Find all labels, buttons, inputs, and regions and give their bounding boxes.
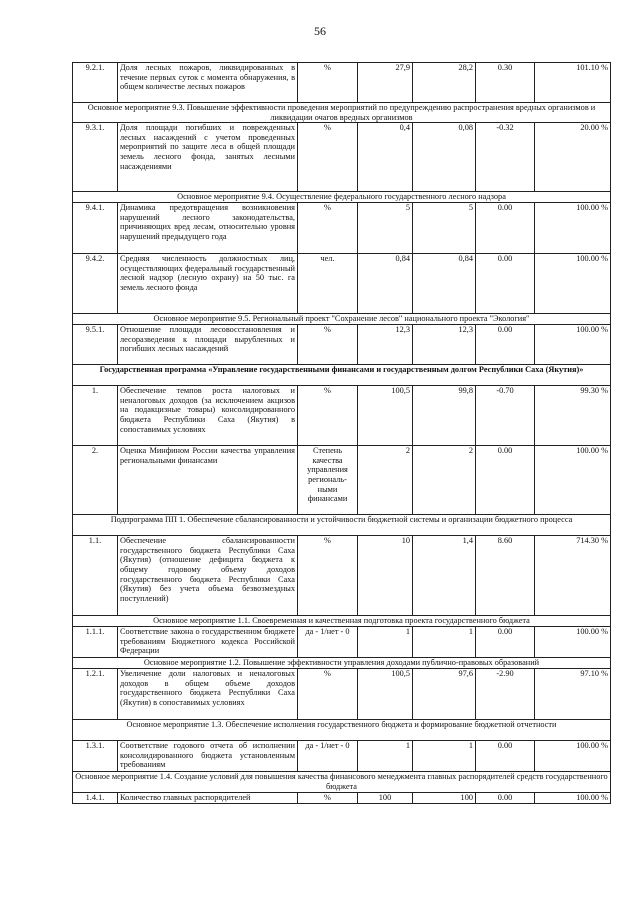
fact-value: 1 (413, 627, 476, 658)
section-title: Основное мероприятие 9.5. Региональный проект "Сохранение лесов" национального проекта "Экология" (73, 314, 611, 325)
unit-of-measure: % (298, 63, 358, 103)
fact-value: 5 (413, 203, 476, 254)
deviation-value: 0.00 (476, 793, 535, 804)
indicator-name: Отношение площади лесовосстановления и лесоразведения к площади вырубленных и погибших лесных насаждений (118, 325, 298, 365)
deviation-value: 0.00 (476, 325, 535, 365)
fact-value: 0,08 (413, 123, 476, 192)
program-title: Государственная программа «Управление государственными финансами и государственным долгом Республики Саха (Якутия)» (73, 365, 611, 386)
table-row (73, 446, 611, 515)
table-row (73, 386, 611, 446)
section-title: Основное мероприятие 1.1. Своевременная и качественная подготовка проекта государственного бюджета (73, 616, 611, 627)
indicator-name: Динамика предотвращения возникновения нарушений лесного законодательства, причиняющих вред лесам, относительно уровня нарушений предыдущего года (118, 203, 298, 254)
achievement-percent: 100.00 % (535, 446, 611, 515)
section-title: Основное мероприятие 1.4. Создание условий для повышения качества финансового менеджмента главных распорядителей средств государственного бюджета (73, 772, 611, 793)
indicator-name: Обеспечение темпов роста налоговых и неналоговых доходов (за исключением акцизов на подакцизные товары) консолидированного бюджета Республики Саха (Якутия) в сопоставимых условиях (118, 386, 298, 446)
unit-of-measure: % (298, 325, 358, 365)
indicator-name: Соответствие годового отчета об исполнении консолидированного бюджета установленным требованиям (118, 741, 298, 772)
plan-value: 12,3 (358, 325, 413, 365)
table-row (73, 669, 611, 720)
plan-value: 100 (358, 793, 413, 804)
plan-value: 5 (358, 203, 413, 254)
plan-value: 1 (358, 627, 413, 658)
section-header-row (73, 772, 611, 793)
table-row (73, 741, 611, 772)
deviation-value: 0.00 (476, 203, 535, 254)
plan-value: 1 (358, 741, 413, 772)
deviation-value: 0.00 (476, 741, 535, 772)
fact-value: 1,4 (413, 536, 476, 616)
fact-value: 12,3 (413, 325, 476, 365)
unit-of-measure: Степень качества управления региональ- ными финансами (298, 446, 358, 515)
indicator-name: Доля лесных пожаров, ликвидированных в течение первых суток с момента обнаружения, в общем количестве лесных пожаров (118, 63, 298, 103)
program-header-row (73, 365, 611, 386)
table-row (73, 63, 611, 103)
section-header-row (73, 658, 611, 669)
achievement-percent: 100.00 % (535, 627, 611, 658)
deviation-value: -0.32 (476, 123, 535, 192)
fact-value: 100 (413, 793, 476, 804)
section-header-row (73, 192, 611, 203)
achievement-percent: 100.00 % (535, 793, 611, 804)
page-number: 56 (314, 24, 326, 38)
table-row (73, 627, 611, 658)
unit-of-measure: % (298, 123, 358, 192)
unit-of-measure: % (298, 386, 358, 446)
achievement-percent: 100.00 % (535, 254, 611, 314)
indicators-table (72, 62, 611, 804)
indicator-name: Обеспечение сбалансированности государственного бюджета Республики Саха (Якутия) (отношение дефицита бюджета к общему годовому объему доходов государственного бюджета Республики Саха (Якутия) без учета объема безвозмездных поступлений) (118, 536, 298, 616)
plan-value: 0,4 (358, 123, 413, 192)
section-title: Подпрограмма ПП 1. Обеспечение сбалансированности и устойчивости бюджетной системы и организации бюджетного процесса (73, 515, 611, 536)
deviation-value: -2.90 (476, 669, 535, 720)
achievement-percent: 20.00 % (535, 123, 611, 192)
table-row (73, 325, 611, 365)
deviation-value: 8.60 (476, 536, 535, 616)
table-row (73, 123, 611, 192)
unit-of-measure: чел. (298, 254, 358, 314)
fact-value: 99,8 (413, 386, 476, 446)
unit-of-measure: % (298, 536, 358, 616)
fact-value: 97,6 (413, 669, 476, 720)
achievement-percent: 100.00 % (535, 741, 611, 772)
row-code: 9.4.1. (73, 203, 118, 254)
deviation-value: 0.00 (476, 254, 535, 314)
achievement-percent: 99.30 % (535, 386, 611, 446)
section-header-row (73, 515, 611, 536)
deviation-value: 0.00 (476, 446, 535, 515)
achievement-percent: 714.30 % (535, 536, 611, 616)
row-code: 1.4.1. (73, 793, 118, 804)
indicator-name: Оценка Минфином России качества управления региональными финансами (118, 446, 298, 515)
row-code: 1.1. (73, 536, 118, 616)
deviation-value: 0.00 (476, 627, 535, 658)
row-code: 1.3.1. (73, 741, 118, 772)
section-title: Основное мероприятие 1.2. Повышение эффективности управления доходами публично-правовых образований (73, 658, 611, 669)
section-title: Основное мероприятие 1.3. Обеспечение исполнения государственного бюджета и формирование бюджетной отчетности (73, 720, 611, 741)
achievement-percent: 100.00 % (535, 203, 611, 254)
fact-value: 0,84 (413, 254, 476, 314)
table-row (73, 203, 611, 254)
table-row (73, 254, 611, 314)
fact-value: 28,2 (413, 63, 476, 103)
deviation-value: -0.70 (476, 386, 535, 446)
row-code: 1.2.1. (73, 669, 118, 720)
fact-value: 2 (413, 446, 476, 515)
indicator-name: Средняя численность должностных лиц, осуществляющих федеральный государственный лесной надзор (лесную охрану) на 50 тыс. га земель лесного фонда (118, 254, 298, 314)
achievement-percent: 101.10 % (535, 63, 611, 103)
section-header-row (73, 720, 611, 741)
plan-value: 10 (358, 536, 413, 616)
unit-of-measure: % (298, 793, 358, 804)
table-row (73, 536, 611, 616)
unit-of-measure: % (298, 203, 358, 254)
indicator-name: Доля площади погибших и поврежденных лесных насаждений с учетом проведенных мероприятий по защите леса в общей площади земель лесного фонда, занятых лесными насаждениями (118, 123, 298, 192)
achievement-percent: 97.10 % (535, 669, 611, 720)
section-header-row (73, 314, 611, 325)
section-title: Основное мероприятие 9.3. Повышение эффективности проведения мероприятий по предупреждению распространения вредных организмов и ликвидации очагов вредных организмов (73, 103, 611, 123)
fact-value: 1 (413, 741, 476, 772)
row-code: 9.2.1. (73, 63, 118, 103)
unit-of-measure: да - 1/нет - 0 (298, 627, 358, 658)
table-row (73, 793, 611, 804)
achievement-percent: 100.00 % (535, 325, 611, 365)
row-code: 1.1.1. (73, 627, 118, 658)
indicator-name: Количество главных распорядителей (118, 793, 298, 804)
indicator-name: Увеличение доли налоговых и неналоговых доходов в общем объеме доходов государственного бюджета Республики Саха (Якутия) в сопоставимых условиях (118, 669, 298, 720)
plan-value: 0,84 (358, 254, 413, 314)
section-header-row (73, 616, 611, 627)
row-code: 9.3.1. (73, 123, 118, 192)
deviation-value: 0.30 (476, 63, 535, 103)
plan-value: 100,5 (358, 386, 413, 446)
section-header-row (73, 103, 611, 123)
row-code: 2. (73, 446, 118, 515)
row-code: 1. (73, 386, 118, 446)
row-code: 9.4.2. (73, 254, 118, 314)
unit-of-measure: % (298, 669, 358, 720)
indicator-name: Соответствие закона о государственном бюджете требованиям Бюджетного кодекса Российской Федерации (118, 627, 298, 658)
unit-of-measure: да - 1/нет - 0 (298, 741, 358, 772)
plan-value: 27,9 (358, 63, 413, 103)
plan-value: 2 (358, 446, 413, 515)
row-code: 9.5.1. (73, 325, 118, 365)
plan-value: 100,5 (358, 669, 413, 720)
section-title: Основное мероприятие 9.4. Осуществление федерального государственного лесного надзора (73, 192, 611, 203)
